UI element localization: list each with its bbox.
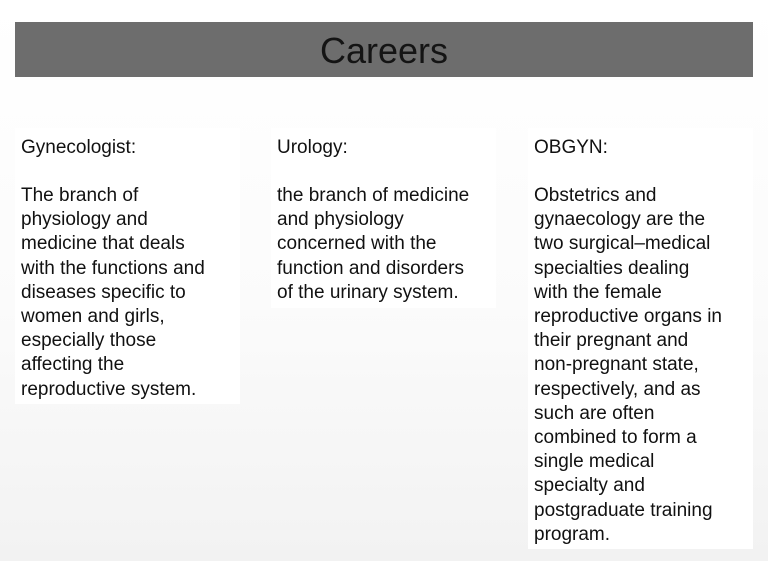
description-line: single medical — [534, 451, 655, 473]
description-line: affecting the — [21, 354, 125, 376]
description-line: The branch of — [21, 185, 139, 206]
description-line: of the urinary system. — [277, 281, 459, 303]
description-line: combined to form a — [534, 427, 697, 449]
column-description — [21, 184, 234, 402]
description-line: function and disorders — [277, 257, 464, 279]
description-line: reproductive system. — [21, 378, 197, 400]
description-line: the branch of medicine — [277, 185, 470, 206]
column-heading: Urology: — [277, 137, 348, 158]
description-line: postgraduate training — [534, 499, 713, 521]
career-column-obgyn — [528, 128, 753, 549]
description-line: and physiology — [277, 209, 404, 231]
column-heading: Gynecologist: — [21, 137, 137, 158]
description-line: their pregnant and — [534, 330, 689, 352]
description-line: non-pregnant state, — [534, 354, 699, 376]
description-line: physiology and — [21, 209, 148, 231]
column-description — [277, 184, 490, 305]
description-line: diseases specific to — [21, 281, 186, 303]
description-line: women and girls, — [21, 306, 165, 328]
column-description — [534, 184, 747, 547]
description-line: specialty and — [534, 475, 645, 497]
description-line: medicine that deals — [21, 233, 185, 255]
description-line: especially those — [21, 330, 157, 352]
title-bar — [15, 22, 753, 77]
page-title: Careers — [319, 29, 449, 71]
description-line: with the female — [534, 281, 662, 303]
description-line: with the functions and — [21, 257, 205, 279]
column-heading: OBGYN: — [534, 137, 608, 158]
career-column-urology — [271, 128, 496, 308]
description-line: gynaecology are the — [534, 209, 706, 231]
description-line: two surgical–medical — [534, 233, 711, 255]
description-line: such are often — [534, 402, 655, 424]
career-column-gynecologist — [15, 128, 240, 404]
description-line: Obstetrics and — [534, 185, 657, 206]
description-line: program. — [534, 523, 611, 545]
description-line: specialties dealing — [534, 257, 690, 279]
description-line: respectively, and as — [534, 378, 701, 400]
description-line: concerned with the — [277, 233, 437, 255]
description-line: reproductive organs in — [534, 306, 722, 328]
